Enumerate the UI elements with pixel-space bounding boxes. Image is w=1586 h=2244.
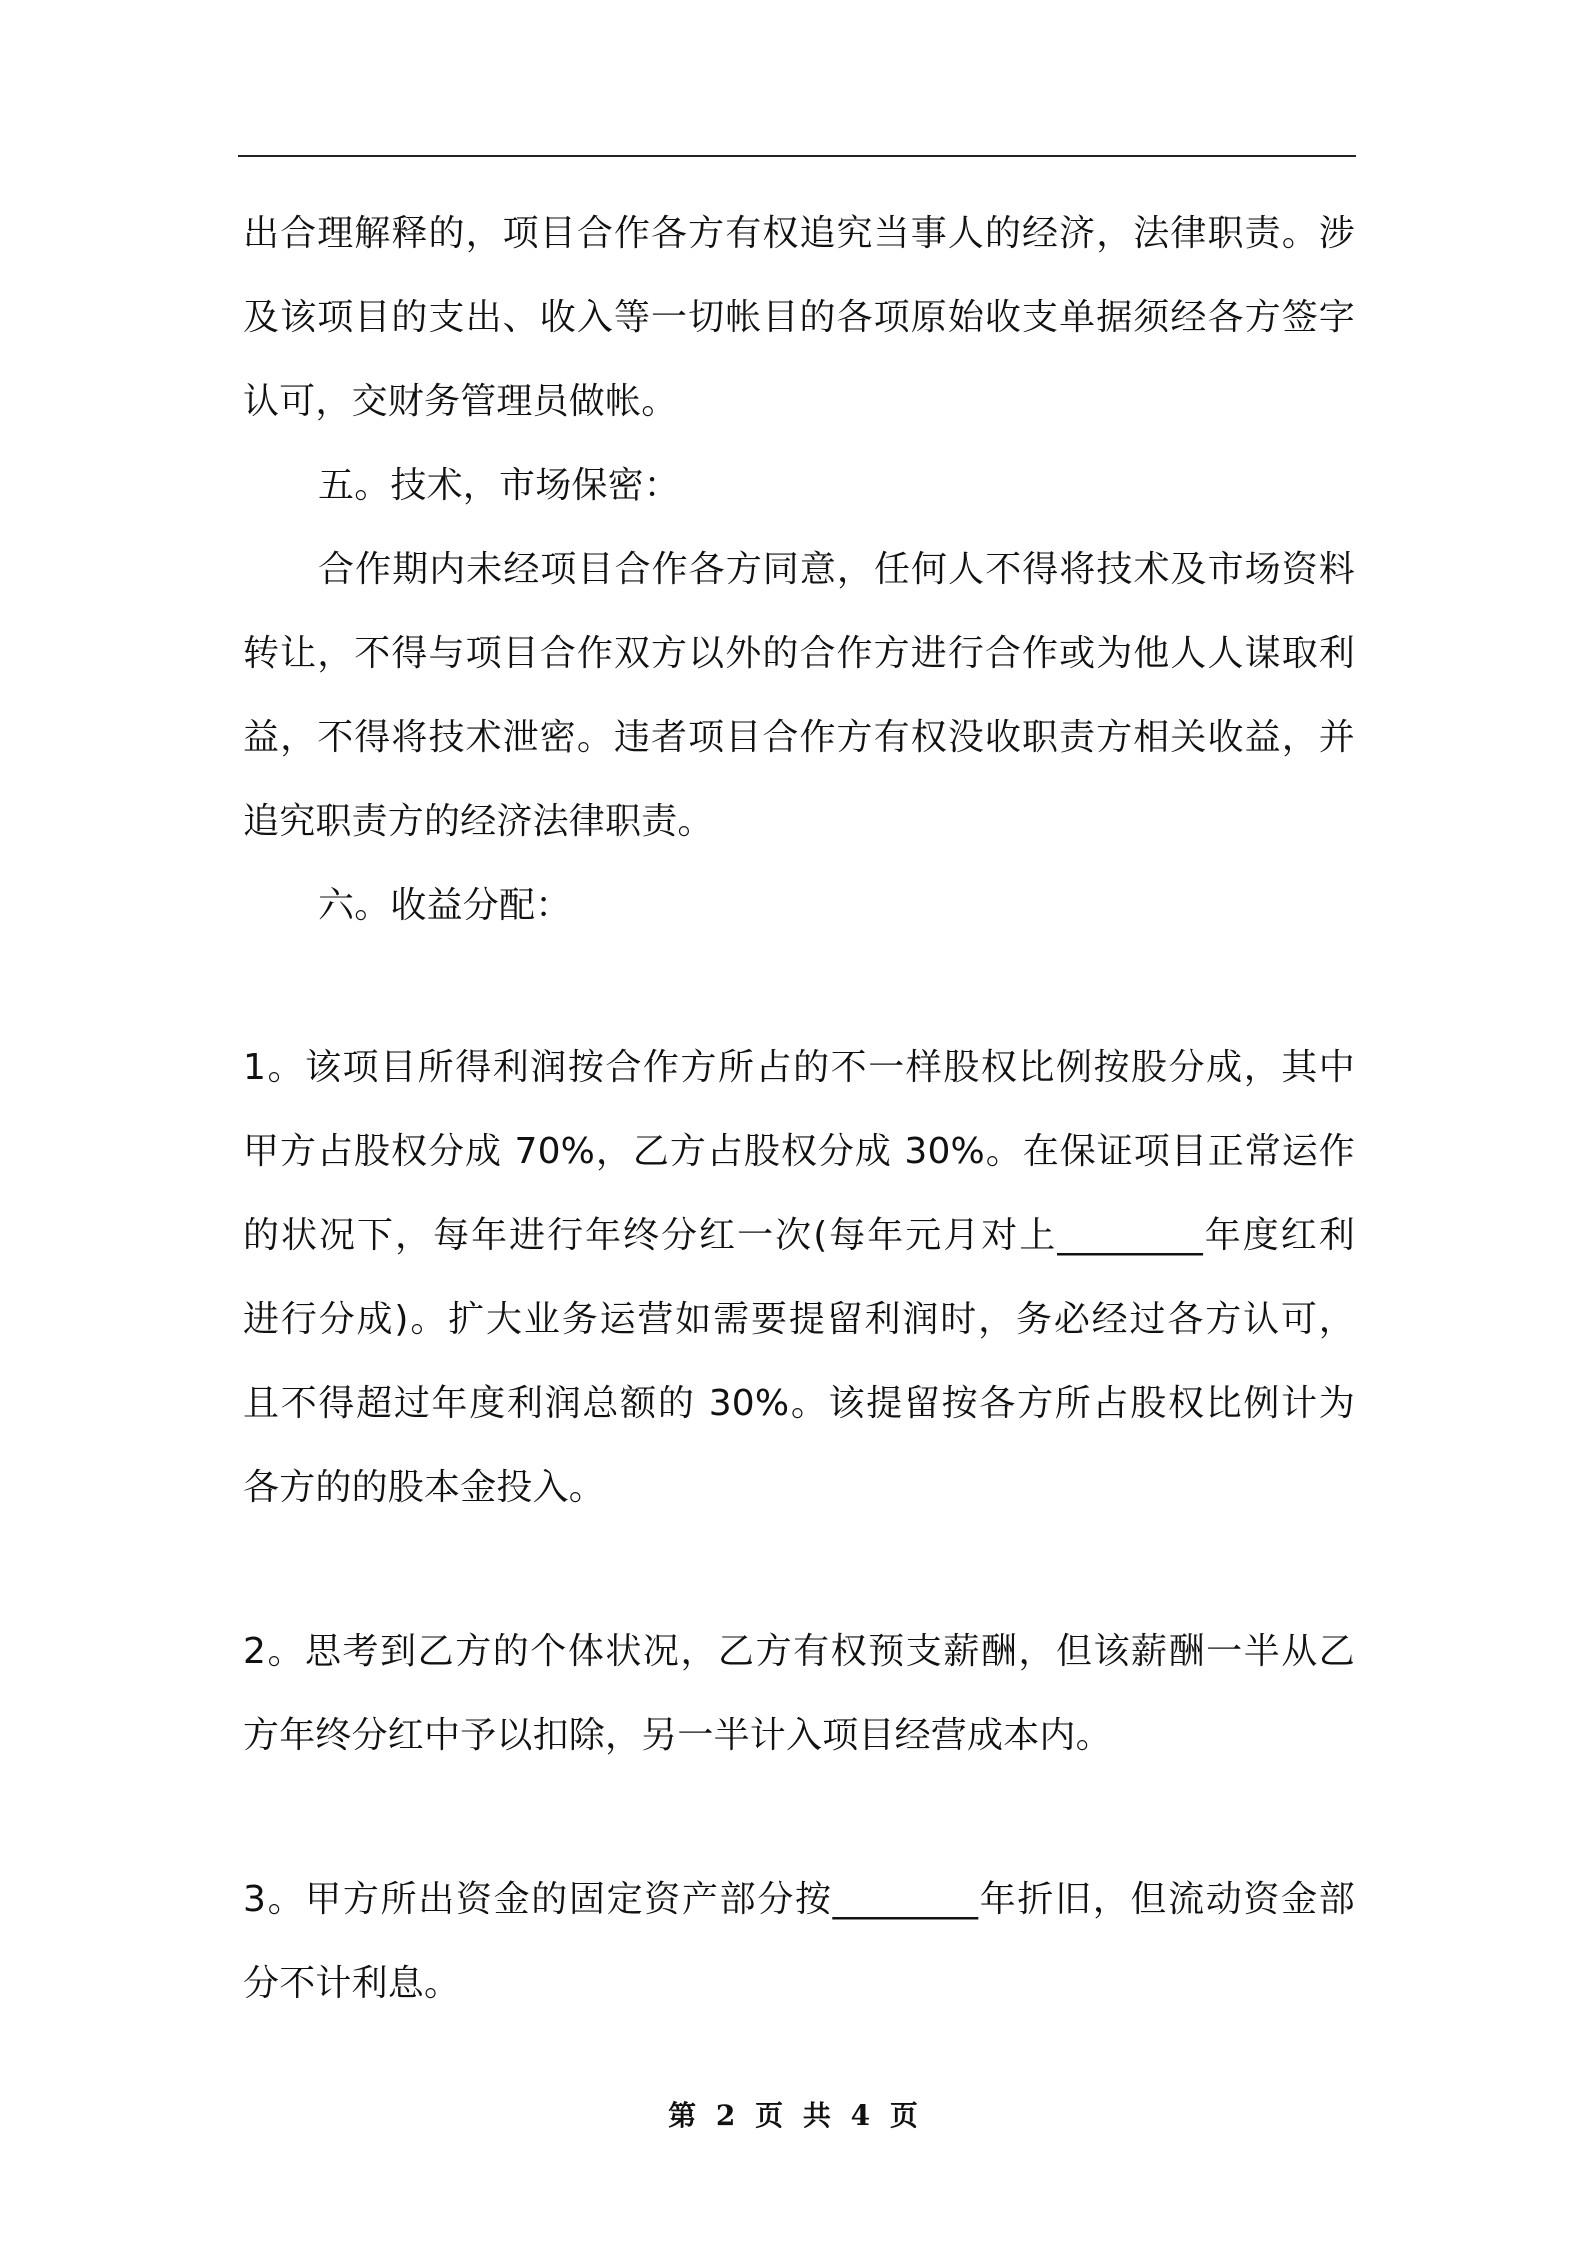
list-item-1-line: 1。该项目所得利润按合作方所占的不一样股权比例按股分成，其中: [243, 1047, 1355, 1088]
body-line: 出合理解释的，项目合作各方有权追究当事人的经济，法律职责。涉: [243, 213, 1355, 254]
body-line: 追究职责方的经济法律职责。: [243, 801, 714, 842]
page-number-footer: 第 2 页 共 4 页: [668, 2099, 918, 2132]
body-line: 合作期内未经项目合作各方同意，任何人不得将技术及市场资料: [318, 549, 1355, 590]
body-line: 转让，不得与项目合作双方以外的合作方进行合作或为他人人谋取利: [243, 633, 1355, 674]
list-item-1-line: 的状况下，每年进行年终分红一次(每年元月对上________年度红利: [243, 1215, 1355, 1256]
list-item-2-line: 方年终分红中予以扣除，另一半计入项目经营成本内。: [243, 1715, 1112, 1756]
header-rule: [238, 155, 1356, 157]
list-item-1-line: 且不得超过年度利润总额的 30%。该提留按各方所占股权比例计为: [243, 1383, 1355, 1424]
body-line: 益，不得将技术泄密。违者项目合作方有权没收职责方相关收益，并: [243, 717, 1355, 758]
list-item-3-line: 分不计利息。: [243, 1963, 461, 2004]
list-item-1-line: 甲方占股权分成 70%，乙方占股权分成 30%。在保证项目正常运作: [243, 1131, 1355, 1172]
list-item-3-line: 3。甲方所出资金的固定资产部分按________年折旧，但流动资金部: [243, 1879, 1355, 1920]
list-item-1-line: 各方的的股本金投入。: [243, 1467, 606, 1508]
section-heading-5: 五。技术，市场保密：: [318, 465, 681, 506]
list-item-2-line: 2。思考到乙方的个体状况，乙方有权预支薪酬，但该薪酬一半从乙: [243, 1631, 1355, 1672]
list-item-1-line: 进行分成)。扩大业务运营如需要提留利润时，务必经过各方认可，: [243, 1299, 1355, 1340]
body-line: 认可，交财务管理员做帐。: [243, 381, 678, 422]
body-line: 及该项目的支出、收入等一切帐目的各项原始收支单据须经各方签字: [243, 297, 1355, 338]
section-heading-6: 六。收益分配：: [318, 885, 572, 926]
